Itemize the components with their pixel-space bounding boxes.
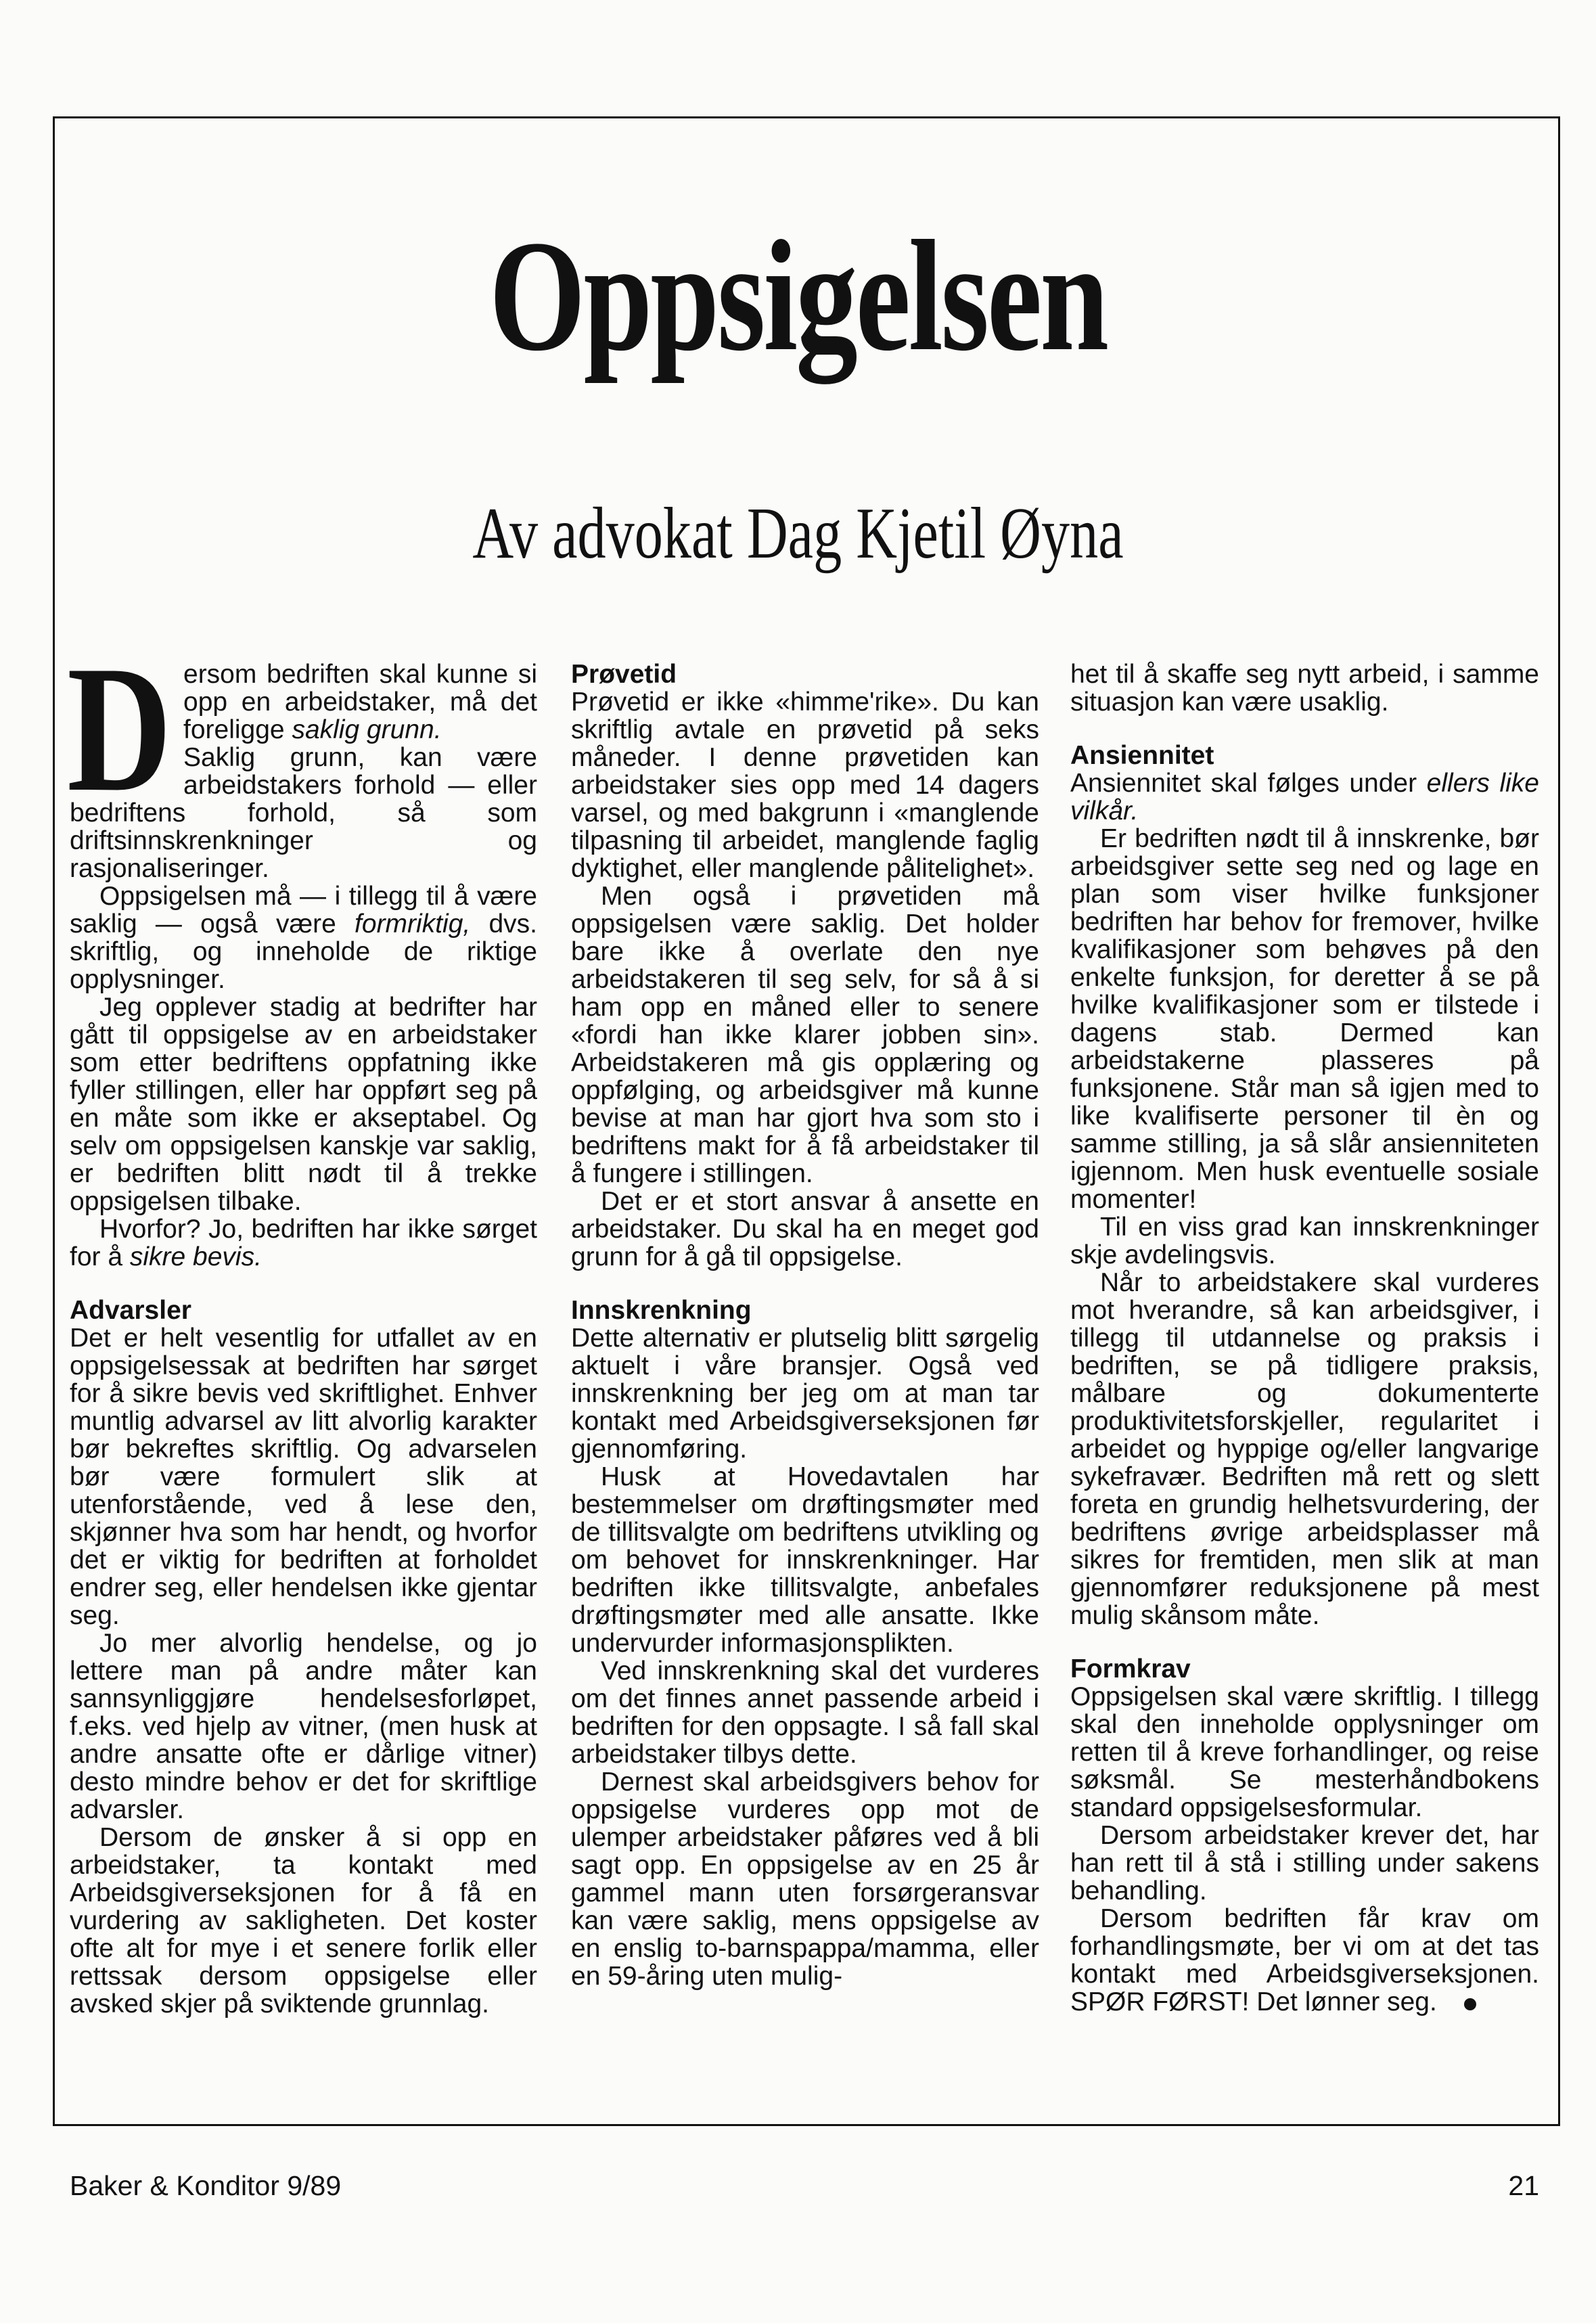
section-heading-innskrenkning: Innskrenkning [571,1296,752,1325]
paragraph: ersom bedriften skal kunne si opp en arbeidstaker, må det foreligge saklig grunn. [183,660,537,744]
paragraph: Til en viss grad kan innskrenkninger skje avdelingsvis. [1070,1213,1539,1269]
paragraph: Oppsigelsen skal være skriftlig. I tillegg skal den inneholde opplysninger om retten til å kreve forhandlinger, og reise søksmål. Se mesterhåndbokens standard oppsigelsesformular. [1070,1682,1539,1822]
paragraph: Jo mer alvorlig hendelse, og jo lettere man på andre måter kan sannsynliggjøre hendelsesforløpet, f.eks. ved hjelp av vitner, (men husk at andre ansatte ofte er dårlige vitner) desto mindre behov er det for skriftlige advarsler. [70,1629,537,1824]
section-heading-provetid: Prøvetid [571,660,677,689]
paragraph: Oppsigelsen må — i tillegg til å være saklig — også være formriktig, dvs. skriftlig, og inneholde de riktige opplysninger. [70,882,537,994]
paragraph: Men også i prøvetiden må oppsigelsen være saklig. Det holder bare ikke å overlate den nye arbeidstakeren til seg selv, for så å si ham opp en måned eller to senere «fordi han ikke klarer jobben sin». Arbeidstakeren må gis opplæring og oppfølging, og arbeidsgiver må kunne bevise at man har gjort hva som sto i bedriftens makt for å få arbeidstaker til å fungere i stillingen. [571,882,1039,1188]
drop-cap: D [67,628,172,829]
paragraph: Dersom bedriften får krav om forhandlingsmøte, ber vi om at det tas kontakt med Arbeidsgiverseksjonen. SPØR FØRST! Det lønner seg. [1070,1904,1539,2016]
paragraph: Saklig grunn, kan være arbeidstakers forhold — eller bedriftens forhold, så som driftsinnskrenkninger og rasjonaliseringer. [70,743,537,883]
column-2 [571,660,1039,1990]
article-byline: Av advokat Dag Kjetil Øyna [472,493,1124,574]
paragraph: Det er et stort ansvar å ansette en arbeidstaker. Du skal ha en meget god grunn for å gå til oppsigelse. [571,1187,1039,1271]
paragraph: Dersom arbeidstaker krever det, har han rett til å stå i stilling under sakens behandling. [1070,1821,1539,1905]
section-heading-formkrav: Formkrav [1070,1654,1191,1684]
paragraph: Dersom de ønsker å si opp en arbeidstaker, ta kontakt med Arbeidsgiverseksjonen for å få en vurdering av sakligheten. Det koster ofte alt for mye i et senere forlik eller rettssak dersom oppsigelse eller avsked skjer på sviktende grunnlag. [70,1823,537,2018]
column-1 [67,628,537,2018]
paragraph: Er bedriften nødt til å innskrenke, bør arbeidsgiver sette seg ned og lage en plan som viser hvilke funksjoner bedriften har behov for fremover, hvilke kvalifikasjoner som behøves på den enkelte funksjon, for deretter å se på hvilke kvalifikasjoner som er tilstede i dagens stab. Dermed kan arbeidstakerne plasseres på funksjonene. Står man så igjen med to like kvalifiserte personer til èn og samme stilling, ja så slår ansienniteten igjennom. Men husk eventuelle sosiale momenter! [1070,824,1539,1214]
paragraph: Ansiennitet skal følges under ellers like vilkår. [1070,769,1539,826]
paragraph: het til å skaffe seg nytt arbeid, i samme situasjon kan være usaklig. [1070,660,1539,717]
article-title: Oppsigelsen [489,208,1107,384]
footer-page-number: 21 [1508,2170,1539,2201]
paragraph: Hvorfor? Jo, bedriften har ikke sørget for å sikre bevis. [70,1215,537,1271]
paragraph: Dernest skal arbeidsgivers behov for oppsigelse vurderes opp mot de ulemper arbeidstaker påføres ved å bli sagt opp. En oppsigelse av en 25 år gammel mann uten forsørgeransvar kan være saklig, mens oppsigelse av en enslig to-barnspappa/mamma, eller en 59-åring uten mulig- [571,1767,1039,1991]
paragraph: Det er helt vesentlig for utfallet av en oppsigelsessak at bedriften har sørget for å sikre bevis ved skriftlighet. Enhver muntlig advarsel av litt alvorlig karakter bør bekreftes skriftlig. Og advarselen bør være formulert slik at utenforstående, ved å lese den, skjønner hva som har hendt, og hvorfor det er viktig for bedriften at forholdet endrer seg, eller hendelsen ikke gjentar seg. [70,1324,537,1630]
paragraph: Ved innskrenkning skal det vurderes om det finnes annet passende arbeid i bedriften for den oppsagte. I så fall skal arbeidstaker tilbys dette. [571,1656,1039,1769]
paragraph: Jeg opplever stadig at bedrifter har gått til oppsigelse av en arbeidstaker som etter bedriftens oppfatning ikke fyller stillingen, eller har oppført seg på en måte som ikke er akseptabel. Og selv om oppsigelsen kanskje var saklig, er bedriften blitt nødt til å trekke oppsigelsen tilbake. [70,993,537,1216]
paragraph: Dette alternativ er plutselig blitt sørgelig aktuelt i våre bransjer. Også ved innskrenkning ber jeg om at man tar kontakt med Arbeidsgiverseksjonen før gjennomføring. [571,1324,1039,1464]
end-of-article-bullet-icon [1464,1998,1476,2010]
section-heading-advarsler: Advarsler [70,1296,191,1325]
paragraph: Husk at Hovedavtalen har bestemmelser om drøftingsmøter med de tillitsvalgte om bedriftens utvikling og om behovet for innskrenkninger. Har bedriften ikke tillitsvalgte, anbefales drøftingsmøter med alle ansatte. Ikke undervurder informasjonsplikten. [571,1462,1039,1658]
paragraph: Når to arbeidstakere skal vurderes mot hverandre, så kan arbeidsgiver, i tillegg til utdannelse og praksis i bedriften, se på tidligere praksis, målbare og dokumenterte produktivitetsforskjeller, regularitet i arbeidet og hyppige og/eller langvarige sykefravær. Bedriften må rett og slett foreta en grundig helhetsvurdering, der bedriftens øvrige arbeidsplasser må sikres for fremtiden, men slik at man gjennomfører reduksjonene på mest mulig skånsom måte. [1070,1268,1539,1630]
footer-publication: Baker & Konditor 9/89 [70,2170,342,2201]
column-3 [1070,660,1539,2016]
paragraph: Prøvetid er ikke «himme'rike». Du kan skriftlig avtale en prøvetid på seks måneder. I denne prøvetiden kan arbeidstaker sies opp med 14 dagers varsel, og med bakgrunn i «manglende tilpasning til arbeidet, manglende faglig dyktighet, eller manglende pålitelighet». [571,687,1039,883]
section-heading-ansiennitet: Ansiennitet [1070,741,1214,770]
